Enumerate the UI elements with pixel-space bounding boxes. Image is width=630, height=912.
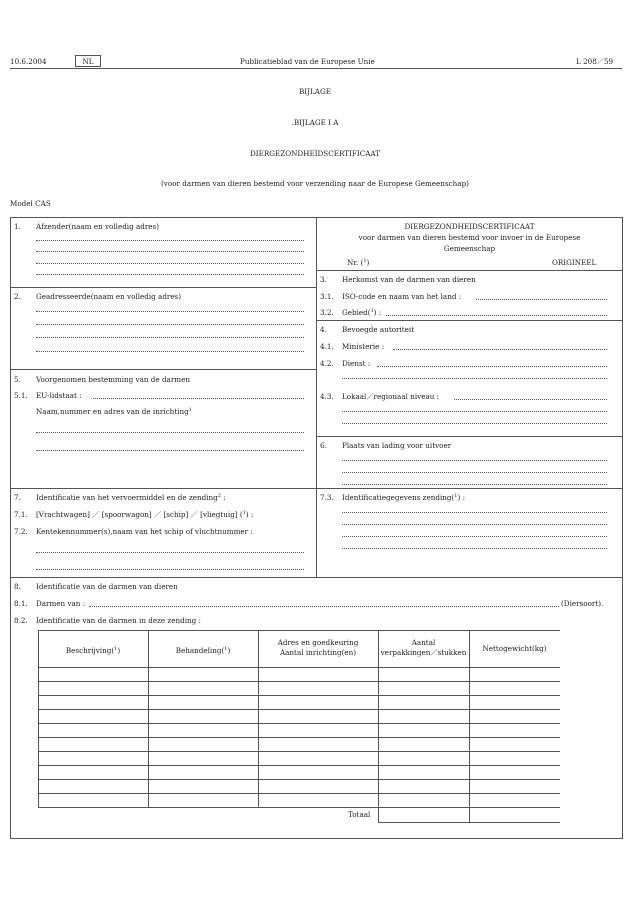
species-suffix: (Diersoort). xyxy=(561,599,604,608)
column-header-description: Beschrijving($^1$) xyxy=(65,646,121,655)
certificate-box-title: DIERGEZONDHEIDSCERTIFICAAT xyxy=(404,222,535,231)
column-divider xyxy=(316,217,317,577)
sender-line-4[interactable] xyxy=(36,274,304,275)
table-row[interactable] xyxy=(38,807,560,808)
column-header-net-weight: Nettogewicht(kg) xyxy=(482,644,547,653)
loading-place-line-3[interactable] xyxy=(342,484,607,485)
table-row[interactable] xyxy=(38,723,560,724)
section-number: 8.2. xyxy=(14,616,28,625)
table-row[interactable] xyxy=(38,709,560,710)
language-badge xyxy=(75,55,101,67)
consignment-line-3[interactable] xyxy=(342,536,607,537)
header-date: 10.6.2004 xyxy=(10,57,47,66)
local-level-label: Lokaal／regionaal niveau : xyxy=(342,392,440,401)
consignee-line-1[interactable] xyxy=(36,311,304,312)
consignment-line-1[interactable] xyxy=(342,512,607,513)
region-label: Gebied($^1$) : xyxy=(342,308,382,317)
certificate-box-line: Gemeenschap xyxy=(443,244,496,253)
certificate-box-line: voor darmen van dieren bestemd voor invoer in de Europese xyxy=(358,233,581,242)
column-header-line: Aantal xyxy=(411,638,436,647)
section-number: 8. xyxy=(14,582,21,591)
consignment-line-4[interactable] xyxy=(342,548,607,549)
column-header-establishment xyxy=(258,638,378,658)
service-field[interactable] xyxy=(377,366,607,367)
divider xyxy=(316,436,623,437)
local-level-line-2[interactable] xyxy=(342,411,607,412)
section-number: 5. xyxy=(14,375,21,384)
column-header-treatment: Behandeling($^1$) xyxy=(175,646,231,655)
authority-label: Bevoegde autoriteit xyxy=(342,325,415,334)
casings-of-label: Darmen van : xyxy=(36,599,86,608)
ministry-label: Ministerie : xyxy=(342,342,385,351)
sender-line-2[interactable] xyxy=(36,251,304,252)
total-bottom-rule xyxy=(378,822,560,823)
local-level-field[interactable] xyxy=(454,399,607,400)
registration-line-1[interactable] xyxy=(36,552,304,553)
service-label: Dienst : xyxy=(342,359,371,368)
section-number: 5.1. xyxy=(14,391,28,400)
establishment-line-1[interactable] xyxy=(36,432,304,433)
section-number: 4.1. xyxy=(320,342,334,351)
column-header-line: verpakkingen／stukken xyxy=(380,648,467,657)
consignee-line-2[interactable] xyxy=(36,324,304,325)
member-state-label: EU-lidstaat : xyxy=(36,391,82,400)
section-number: 7.1. xyxy=(14,510,28,519)
header-rule xyxy=(10,68,622,69)
column-header-packages xyxy=(378,638,469,658)
section-number: 7.2. xyxy=(14,527,28,536)
section-number: 7.3. xyxy=(320,493,334,502)
section-number: 3.1. xyxy=(320,292,334,301)
registration-label: Kentekennummer(s),naam van het schip of vluchtnummer : xyxy=(36,527,253,536)
transport-mode-options[interactable]: [Vrachtwagen] ／ [spoorwagon] ／ [schip] ／ [vliegtuig] ($^1$) : xyxy=(36,510,254,519)
transport-label: Identificatie van het vervoermiddel en de zending$^2$ : xyxy=(36,493,226,502)
original-label: ORIGINEEL xyxy=(552,258,597,267)
certificate-number-label: Nr. ($^1$) xyxy=(347,258,370,267)
service-line-2[interactable] xyxy=(342,378,607,379)
divider xyxy=(10,287,316,288)
destination-label: Voorgenomen bestemming van de darmen xyxy=(36,375,190,384)
table-row[interactable] xyxy=(38,751,560,752)
certificate-title: DIERGEZONDHEIDSCERTIFICAAT xyxy=(250,149,380,158)
sender-line-1[interactable] xyxy=(36,240,304,241)
certificate-subtitle: (voor darmen van dieren bestemd voor verzending naar de Europese Gemeenschap) xyxy=(161,179,469,188)
ministry-field[interactable] xyxy=(393,349,607,350)
table-column-rule xyxy=(148,630,149,807)
column-header-line: Adres en goedkeuring xyxy=(277,638,359,647)
total-label: Totaal xyxy=(348,810,371,819)
table-top-rule xyxy=(38,630,560,631)
section-number: 3. xyxy=(320,275,327,284)
table-row[interactable] xyxy=(38,793,560,794)
table-row[interactable] xyxy=(38,737,560,738)
divider xyxy=(316,270,623,271)
iso-code-label: ISO-code en naam van het land : xyxy=(342,292,462,301)
section-number: 2. xyxy=(14,292,21,301)
origin-label: Herkomst van de darmen van dieren xyxy=(342,275,476,284)
consignee-line-4[interactable] xyxy=(36,351,304,352)
table-row[interactable] xyxy=(38,779,560,780)
annex-subtitle: .BIJLAGE I A xyxy=(291,118,339,127)
consignment-casings-label: Identificatie van de darmen in deze zending : xyxy=(36,616,201,625)
loading-place-line-2[interactable] xyxy=(342,472,607,473)
section-number: 4. xyxy=(320,325,327,334)
consignment-line-2[interactable] xyxy=(342,524,607,525)
loading-place-line-1[interactable] xyxy=(342,460,607,461)
section-number: 8.1. xyxy=(14,599,28,608)
species-field[interactable] xyxy=(89,606,559,607)
iso-code-field[interactable] xyxy=(476,299,607,300)
registration-line-2[interactable] xyxy=(36,569,304,570)
section-number: 4.3. xyxy=(320,392,334,401)
section-number: 4.2. xyxy=(320,359,334,368)
member-state-field[interactable] xyxy=(93,398,304,399)
sender-label: Afzender(naam en volledig adres) xyxy=(36,222,160,231)
column-header-line: Aantal inrichting(en) xyxy=(279,648,357,657)
section-number: 1. xyxy=(14,222,21,231)
journal-title: Publicatieblad van de Europese Unie xyxy=(240,57,375,66)
table-header-rule xyxy=(38,667,560,668)
table-column-rule xyxy=(38,630,39,807)
establishment-line-2[interactable] xyxy=(36,450,304,451)
local-level-line-3[interactable] xyxy=(342,423,607,424)
divider xyxy=(10,577,623,578)
section-number: 6. xyxy=(320,441,327,450)
model-label: Model CAS xyxy=(10,199,51,208)
sender-line-3[interactable] xyxy=(36,263,304,264)
divider xyxy=(316,320,623,321)
language-code: NL xyxy=(82,57,94,66)
section-number: 7. xyxy=(14,493,21,502)
consignee-label: Geadresseerde(naam en volledig adres) xyxy=(36,292,182,301)
casings-label: Identificatie van de darmen van dieren xyxy=(36,582,178,591)
table-row[interactable] xyxy=(38,695,560,696)
divider xyxy=(10,488,623,489)
consignee-line-3[interactable] xyxy=(36,337,304,338)
consignment-id-label: Identificatiegegevens zending($^1$) : xyxy=(342,493,465,502)
table-row[interactable] xyxy=(38,765,560,766)
divider xyxy=(10,369,316,370)
loading-place-label: Plaats van lading voor uitvoer xyxy=(342,441,452,450)
establishment-label: Naam,nummer en adres van de inrichting$^1$ xyxy=(36,407,192,416)
section-number: 3.2. xyxy=(320,308,334,317)
page-reference: L 208／59 xyxy=(576,57,614,66)
annex-title: BIJLAGE xyxy=(299,87,331,96)
table-row[interactable] xyxy=(38,681,560,682)
region-field[interactable] xyxy=(386,315,607,316)
